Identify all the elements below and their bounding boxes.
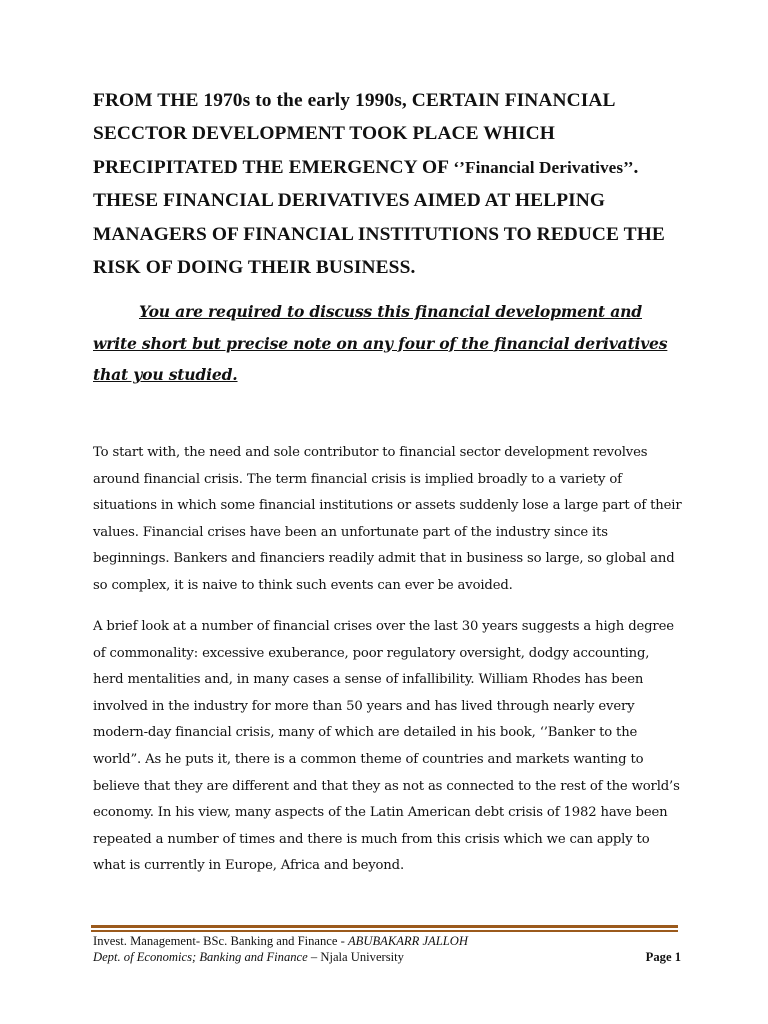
footer-dept-line <box>93 949 681 965</box>
assignment-heading <box>93 84 683 284</box>
heading-text-part3: . THESE FINANCIAL DERIVATIVES AIMED AT HELPING MANAGERS OF FINANCIAL INSTITUTIONS TO REDUCE THE RISK OF DOING THEIR BUSINESS. <box>93 156 665 279</box>
footer-course: Invest. Management- BSc. Banking and Finance - <box>93 934 348 948</box>
assignment-question: You are required to discuss this financial development and write short but precise note on any four of the financial derivatives that you studied. <box>93 302 668 385</box>
heading-text-part2: ‘’Financial Derivatives’’ <box>453 157 634 177</box>
footer-author: ABUBAKARR JALLOH <box>347 934 468 948</box>
body-paragraph-2: A brief look at a number of financial crises over the last 30 years suggests a high degree of commonality: excessive exuberance, poor regulatory oversight, dodgy accounting, herd mentalities and, in many cases a sense of infallibility. William Rhodes has been involved in the industry for more than 50 years and has lived through nearly every modern-day financial crisis, many of which are detailed in his book, ‘’Banker to the world”. As he puts it, there is a common theme of countries and markets wanting to believe that they are different and that they as not as connected to the rest of the world’s economy. In his view, many aspects of the Latin American debt crisis of 1982 have been repeated a number of times and there is much from this crisis which we can apply to what is currently in Europe, Africa and beyond. <box>93 619 680 874</box>
heading-text-part1: FROM THE 1970s to the early 1990s, CERTAIN FINANCIAL SECCTOR DEVELOPMENT TOOK PLACE WHICH PRECIPITATED THE EMERGENCY OF <box>93 90 615 178</box>
footer-rule-thick <box>91 925 678 928</box>
footer-dept: Dept. of Economics; Banking and Finance – <box>93 950 321 964</box>
footer-course-line <box>93 933 681 949</box>
body-paragraph-1: To start with, the need and sole contributor to financial sector development revolves around financial crisis. The term financial crisis is implied broadly to a variety of situations in which some financial institutions or assets suddenly lose a large part of their values. Financial crises have been an unfortunate part of the industry since its beginnings. Bankers and financiers readily admit that in business so large, so global and so complex, it is naive to think such events can ever be avoided. <box>93 445 682 593</box>
footer-university: Njala University <box>320 950 404 964</box>
footer-rule-thin <box>91 930 678 932</box>
page-number: Page 1 <box>645 950 681 964</box>
